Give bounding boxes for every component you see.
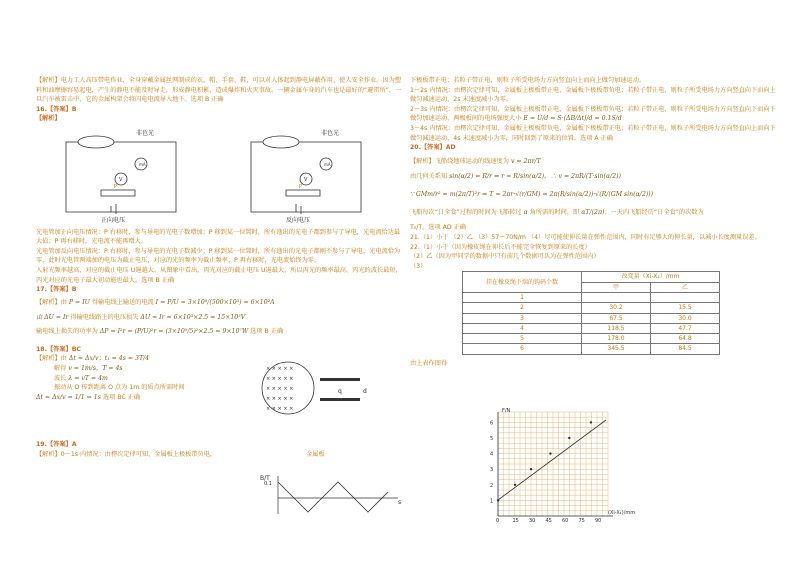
graph-point: [530, 468, 532, 470]
answer-20: 20.【答案】AD: [410, 144, 456, 152]
graph-x-label: (Xi-X₁)/mm: [608, 510, 636, 516]
table-row: 2 30.2 15.5: [463, 303, 720, 313]
svg-text:× × × × ×: × × × × ×: [266, 406, 294, 413]
graph-y-tick: 3: [490, 467, 494, 474]
svg-text:× × × × ×: × × × × ×: [266, 376, 294, 383]
graph-point: [568, 437, 570, 439]
analysis-20-line1: 【解析】飞船绕地球运动的线速度为 v = 2πr/T: [410, 157, 541, 165]
analysis-17-line3: 输电线上损失的功率为 ΔP = I²r = (P/U)²r = (3×10⁹/5)²×2.5 = 9×10⁷W 选项 B 正确: [36, 328, 284, 336]
analysis-20-line4: 飞船每次“日全食”过程的时间为飞船转过 α 角所需的时间，即 αT/(2π)；一天内飞船经历“日全食”的次数为: [410, 208, 704, 216]
s-axis-label: s: [398, 499, 402, 506]
analysis-20-line2: 由几何关系知 sin(α/2) = R/r ⇒ r = R/sin(α/2)，∴ v = 2πR/(T·sin(α/2)): [410, 173, 621, 181]
analysis-17-line1: 【解析】由 P = IU 得输电线上输送的电流 I = P/U = 3×10⁸/(500×10³) = 6×10²A: [36, 298, 275, 306]
bt-graph: [258, 474, 408, 516]
analysis-18-block: [36, 354, 402, 440]
answer-19: 19.【答案】A: [36, 441, 77, 449]
analysis-18-line5: Δt = Δx/v = 1/1 = 1s 选项 BC 正确: [36, 393, 141, 401]
light-label-left: 非色光: [136, 130, 155, 138]
graph-point: [497, 499, 499, 501]
analysis-20-line5: T₀/T。选项 AD 正确: [410, 224, 466, 232]
svg-text:V: V: [119, 177, 123, 184]
graph-x-tick: 90: [595, 518, 602, 522]
light-label-right: 非色光: [321, 130, 340, 138]
analysis-18-line1: 【解析】由 Δt = Δx/v；t₁ = 4s = 3T/4: [36, 355, 150, 363]
table-row: 4 118.5 47.7: [463, 323, 720, 333]
table-header-jia: 甲: [582, 282, 651, 292]
answer-21: 21.（1）小于 （2）乙 （3）57～70N/m （4）尽可能使伸长量在弹性范围内，同时有足够大的伸长量，以减小长度测量误差。: [410, 233, 761, 241]
table-row: 1: [463, 292, 720, 302]
svg-text:× × × × ×: × × × × ×: [266, 366, 294, 373]
table-header-yi: 乙: [651, 282, 720, 292]
graph-point: [549, 452, 551, 454]
right-column: [410, 76, 776, 368]
table-row: 3 67.5 30.0: [463, 313, 720, 323]
graph-x-tick: 30: [529, 518, 536, 522]
analysis-20-line3: ∵ GMm/r² = m(2π/T)²r ⇒ T = 2πr·√(r/GM) = 2π(R/sin(α/2))·√(R/(GM sin(α/2))): [410, 191, 654, 199]
graph-x-tick: 0: [496, 518, 500, 522]
analysis-17-line2: 由 ΔU = Ir 得输电线路上的电压损失 ΔU = Ir = 6×10³×2.5 = 15×10³V: [36, 313, 246, 321]
svg-text:q: q: [338, 388, 342, 396]
paragraph-19c: 下极板带正电；若粒子带正电，则粒子所受电场力方向竖直向上而向上做匀加速运动。: [410, 77, 646, 84]
graph-x-tick: 45: [545, 518, 552, 522]
force-extension-graph: [478, 404, 638, 522]
analysis-19: 【解析】0～1s 内情况：由楞次定律可知，金属板上极板带负电， 金属板: [36, 450, 325, 458]
paragraph-19f: 3～4s 内情况：由楞次定律可知，金属板上极板带负电，金属板下极板带正电；若粒子带正电，则粒子所受电场力方向竖直向上而向下做匀减速运动，4s 末速度减小为零，同时回到了原来的位置。选项 A 正确: [410, 125, 776, 142]
bt-axis-label: B/T: [260, 475, 270, 482]
reverse-voltage-circuit: [251, 136, 361, 214]
paragraph-19d: 1～2s 内情况：由楞次定律可知，金属板上极板带正电，金属板下极板带负电；若粒子带正电，则粒子所受电场力方向竖直向下而向上做匀减速运动，2s 末速度减小为零。: [410, 86, 776, 104]
paragraph-16c: 入射光频率越高，对应的截止电压 U遏越大。从图象中看出，丙光对应的截止电压 U遏最大，所以丙光的频率最高，丙光的波长最短，丙光对应的光电子最大初动能也最大。选项 B 正确: [36, 267, 402, 284]
forward-voltage-caption: 正向电压: [101, 217, 126, 225]
left-column: [36, 76, 402, 506]
answer-16: 16.【答案】B: [36, 105, 77, 113]
magnetic-field-figure: [258, 358, 398, 418]
table-row: 6 345.5 84.5: [463, 344, 720, 354]
graph-point: [514, 484, 516, 486]
svg-text:× × × × ×: × × × × ×: [266, 386, 294, 393]
svg-text:P: P: [299, 184, 303, 191]
reverse-voltage-caption: 反向电压: [286, 217, 311, 225]
graph-y-tick: 4: [490, 451, 494, 458]
analysis-18-line3: 波长 λ = vT = 4m: [54, 374, 108, 382]
graph-y-tick: 2: [490, 482, 494, 489]
paragraph-15-analysis: 【解析】电力工人高压带电作业，全身穿戴金属丝网制成的衣、帽、手套、鞋，可以对人体起到静电屏蔽作用，使人安全作业。因为塑料和油摩擦容易起电，产生的静电不能及时导走，形成静电积累，造成爆炸和火灾事故。一辆金属车身的汽车也是最好的“避雷所”，一旦汽车被雷击中，它的金属构架会将闪电电流导入地下。选项 B 正确: [36, 77, 402, 104]
graph-y-tick: 6: [490, 420, 494, 427]
answer-18: 18.【答案】BC: [36, 345, 81, 353]
table-header-change: 改变量（Xi-X₁）/mm: [582, 272, 720, 282]
graph-x-tick: 15: [512, 518, 519, 522]
forward-voltage-circuit: [66, 136, 176, 214]
graph-x-tick: 75: [578, 518, 585, 522]
svg-text:d: d: [363, 388, 367, 396]
graph-y-tick: 5: [490, 436, 494, 442]
answer-22c: （3）: [410, 262, 427, 270]
svg-text:mA: mA: [139, 162, 146, 168]
svg-text:V: V: [304, 177, 308, 184]
svg-text:P: P: [114, 184, 118, 191]
graph-point: [590, 421, 592, 423]
paragraph-19e: 2～3s 内情况：由楞次定律可知，金属板上极板带正电，金属板下极板带负电；若粒子带正电，则粒子所受电场力方向竖直向下而向下做匀加速运动，两极板间的电场强度大小 E = U/d = S·(ΔB/Δt)/d = 0.1S/d: [410, 105, 776, 123]
bt-tick: 0.1: [264, 481, 272, 487]
analysis-18-line4: 振动从 O 传到距离 O 点为 1m 的质点所需时间: [54, 384, 185, 392]
answer-17: 17.【答案】B: [36, 286, 77, 294]
svg-text:mA: mA: [324, 162, 331, 168]
svg-text:× × × × ×: × × × × ×: [266, 396, 294, 403]
photoelectric-circuit-figure: [36, 124, 402, 224]
answer-22b: （2）乙（因为甲同学的数据中只有前几个数据可认为在弹性范围内）: [410, 253, 600, 261]
table-header-count: 挂在橡皮绳下端的钩码个数: [463, 272, 582, 293]
graph-intro: 由上表作图得: [410, 359, 448, 367]
graph-y-label: F/N: [502, 408, 511, 414]
graph-y-tick: 1: [490, 498, 494, 505]
paragraph-16a: 光电管加正向电压情况：P 右移时，参与导电的光电子数增加；P 移到某一位置时，所有逸出的光电子都到参与了导电，光电流恰达最大值；P 再右移时，光电流不能再增大。: [36, 228, 401, 246]
analysis-18-line2: 解得 v = 1m/s，T = 4s: [54, 364, 123, 372]
graph-x-tick: 60: [562, 518, 569, 522]
table-row: 5 178.0 64.8: [463, 334, 720, 344]
analysis-16-label: 【解析】: [36, 115, 61, 123]
data-table: [462, 271, 720, 354]
paragraph-16b: 光电管加反向电压情况：P 右移时，参与导电的光电子数减少；P 移到某一位置时，所有逸出的光电子都刚不参与了导电，光电流恰为零，此时光电管两端加的电压为截止电压，对应的光的频率为截止频率；P 再右移时，光电流始终为零。: [36, 247, 401, 265]
answer-22a: 22.（1）小于（因为橡皮绳在伸长后不能完全恢复到原来的长度）: [410, 243, 591, 251]
